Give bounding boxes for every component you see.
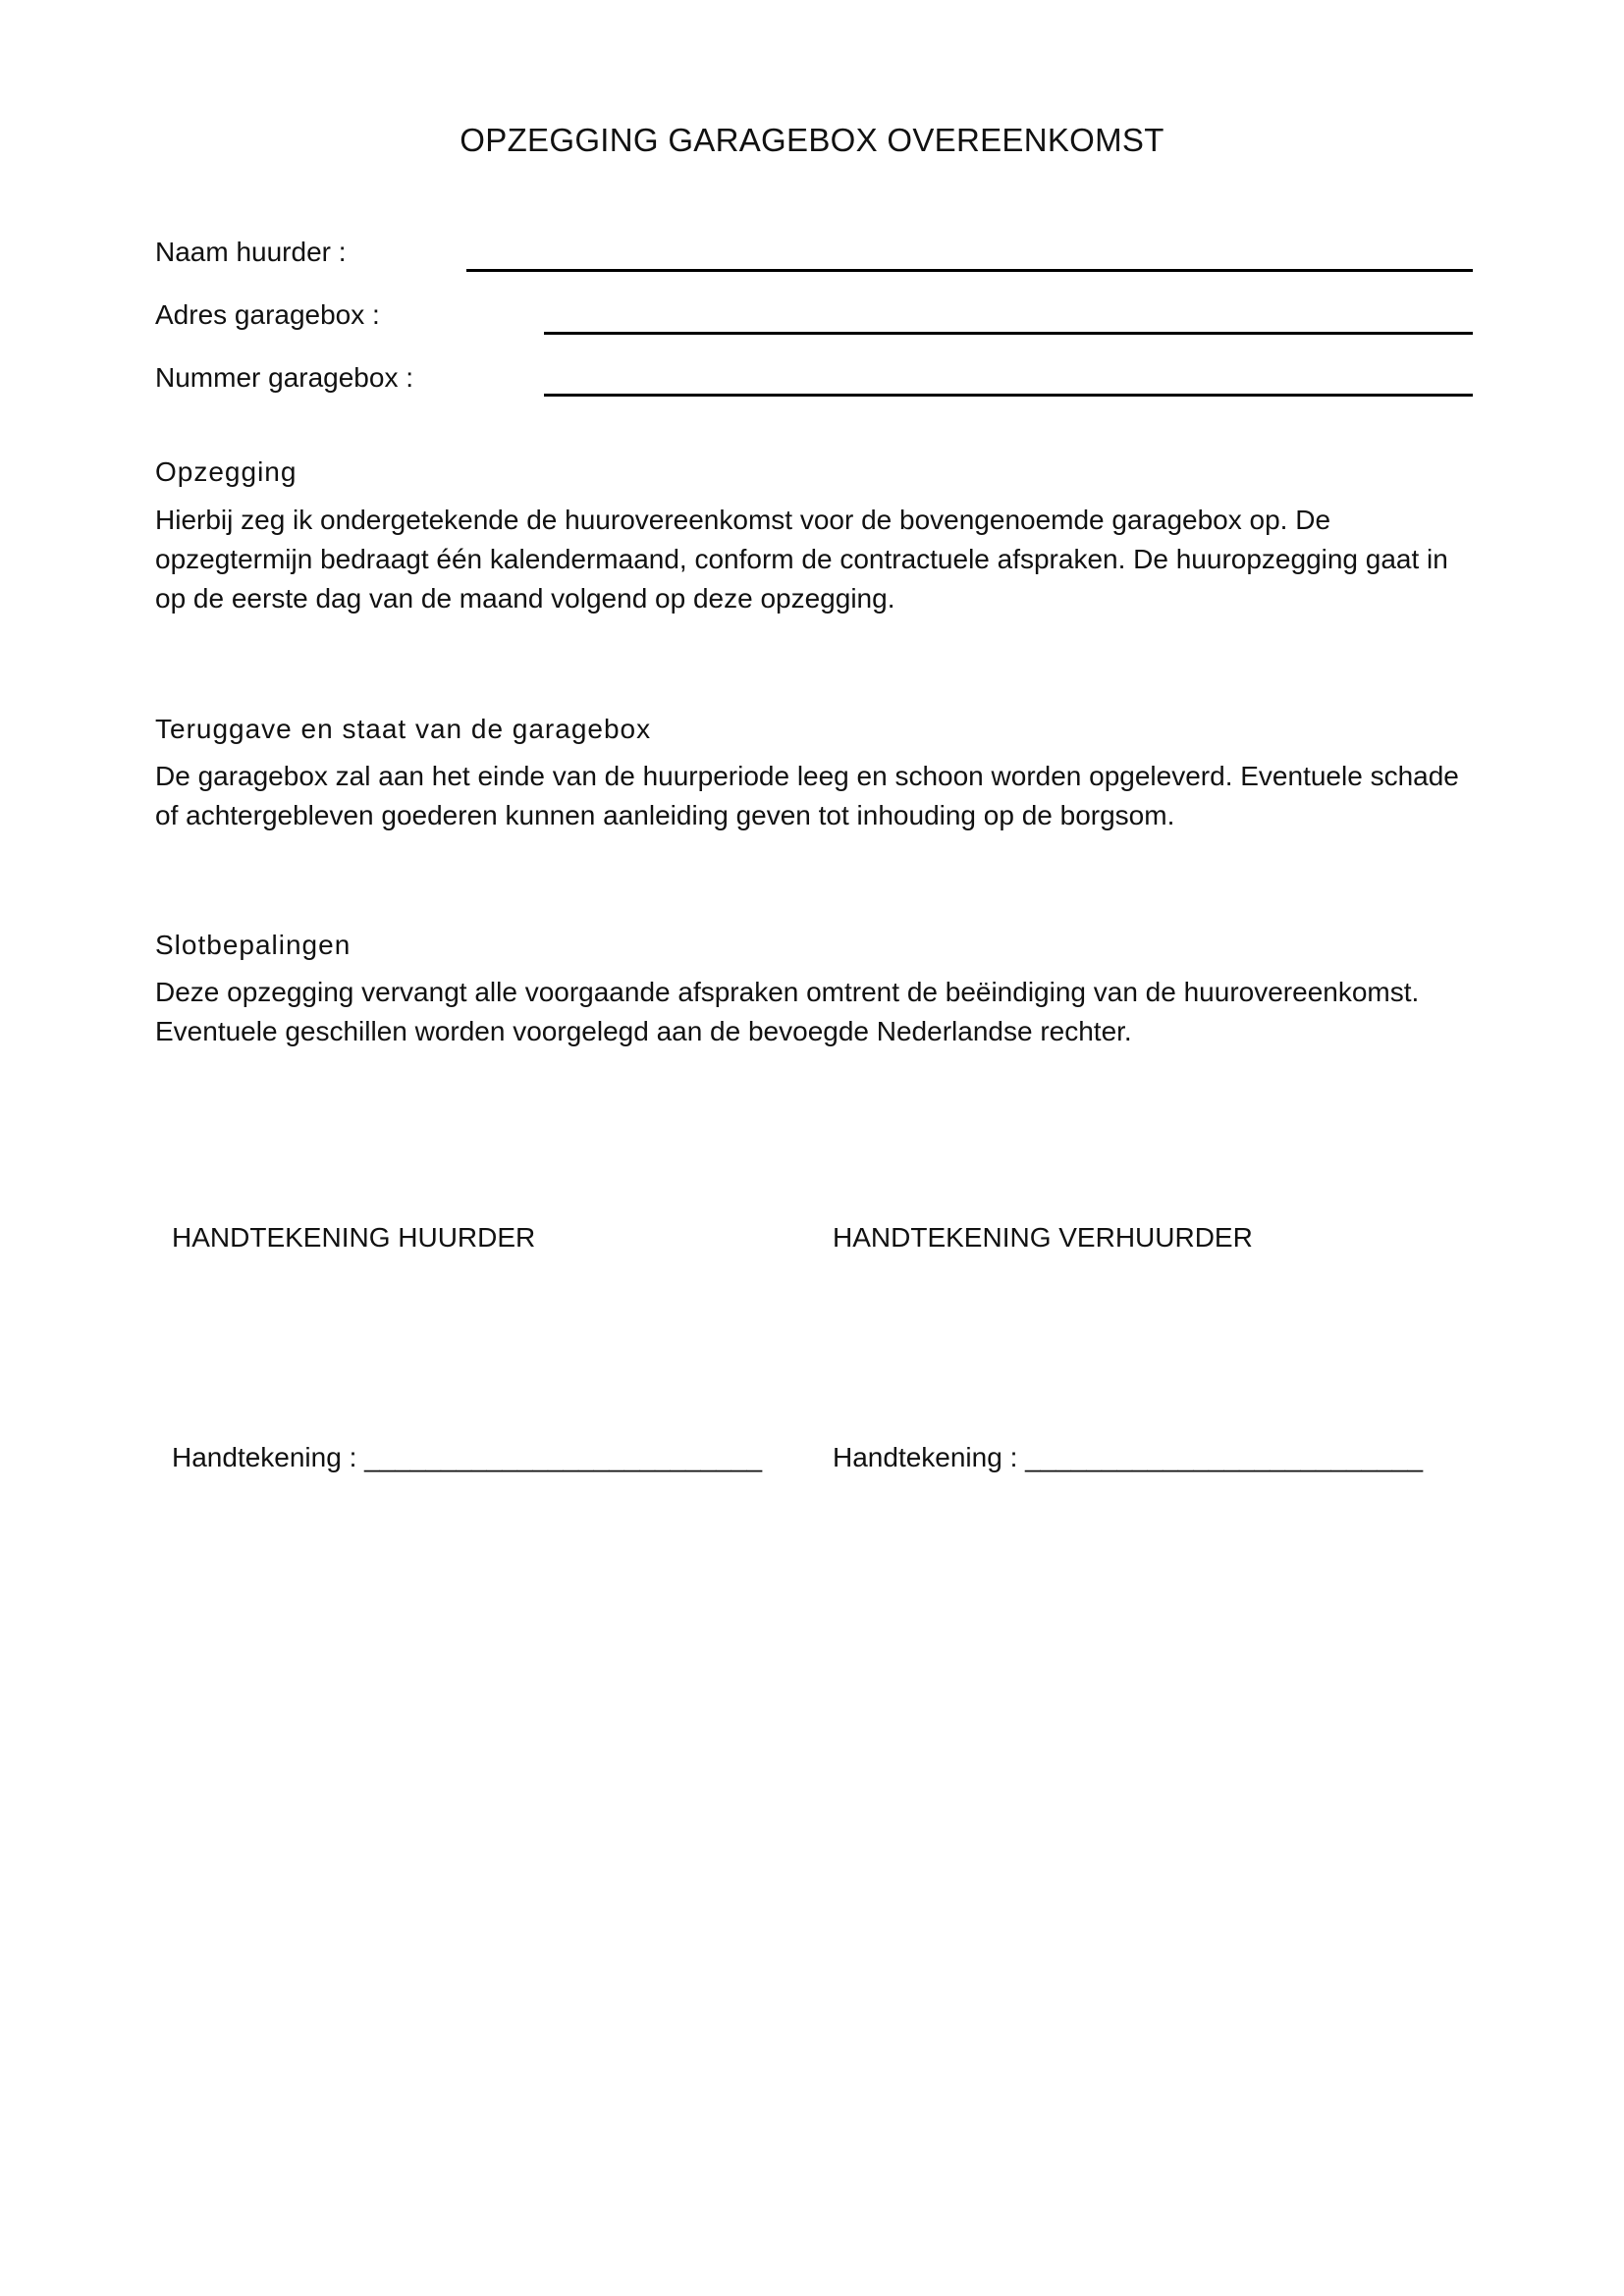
document-title: OPZEGGING GARAGEBOX OVEREENKOMST [460,122,1164,158]
field-label-naam-huurder: Naam huurder : [155,237,347,267]
section-heading-teruggave: Teruggave en staat van de garagebox [155,714,652,744]
body-line: De garagebox zal aan het einde van de huurperiode leeg en schoon worden opgeleverd. Eventuele schade [155,761,1459,791]
section-body-opzegging [155,501,1481,618]
body-line: Deze opzegging vervangt alle voorgaande afspraken omtrent de beëindiging van de huurovereenkomst. [155,977,1420,1007]
signature-line-verhuurder[interactable]: Handtekening : __________________________ [833,1442,1424,1472]
signature-title-verhuurder: HANDTEKENING VERHUURDER [833,1222,1253,1253]
field-label-nummer-garagebox: Nummer garagebox : [155,362,414,393]
section-body-teruggave [155,757,1481,835]
section-heading-slotbepalingen: Slotbepalingen [155,930,352,960]
signature-title-huurder: HANDTEKENING HUURDER [172,1222,536,1253]
nummer-garagebox-line[interactable] [544,394,1473,397]
body-line: opzegtermijn bedraagt één kalendermaand, conform de contractuele afspraken. De huuropzegging gaat in [155,544,1448,574]
adres-garagebox-line[interactable] [544,332,1473,335]
naam-huurder-line[interactable] [466,269,1473,272]
body-line: Hierbij zeg ik ondergetekende de huurovereenkomst voor de bovengenoemde garagebox op. De [155,505,1331,535]
section-heading-opzegging: Opzegging [155,456,298,487]
body-line: Eventuele geschillen worden voorgelegd aan de bevoegde Nederlandse rechter. [155,1016,1132,1046]
body-line: of achtergebleven goederen kunnen aanleiding geven tot inhouding op de borgsom. [155,800,1175,830]
section-body-slotbepalingen [155,973,1481,1051]
signature-line-huurder[interactable]: Handtekening : __________________________ [172,1442,763,1472]
body-line: op de eerste dag van de maand volgend op deze opzegging. [155,583,895,614]
field-label-adres-garagebox: Adres garagebox : [155,299,380,330]
